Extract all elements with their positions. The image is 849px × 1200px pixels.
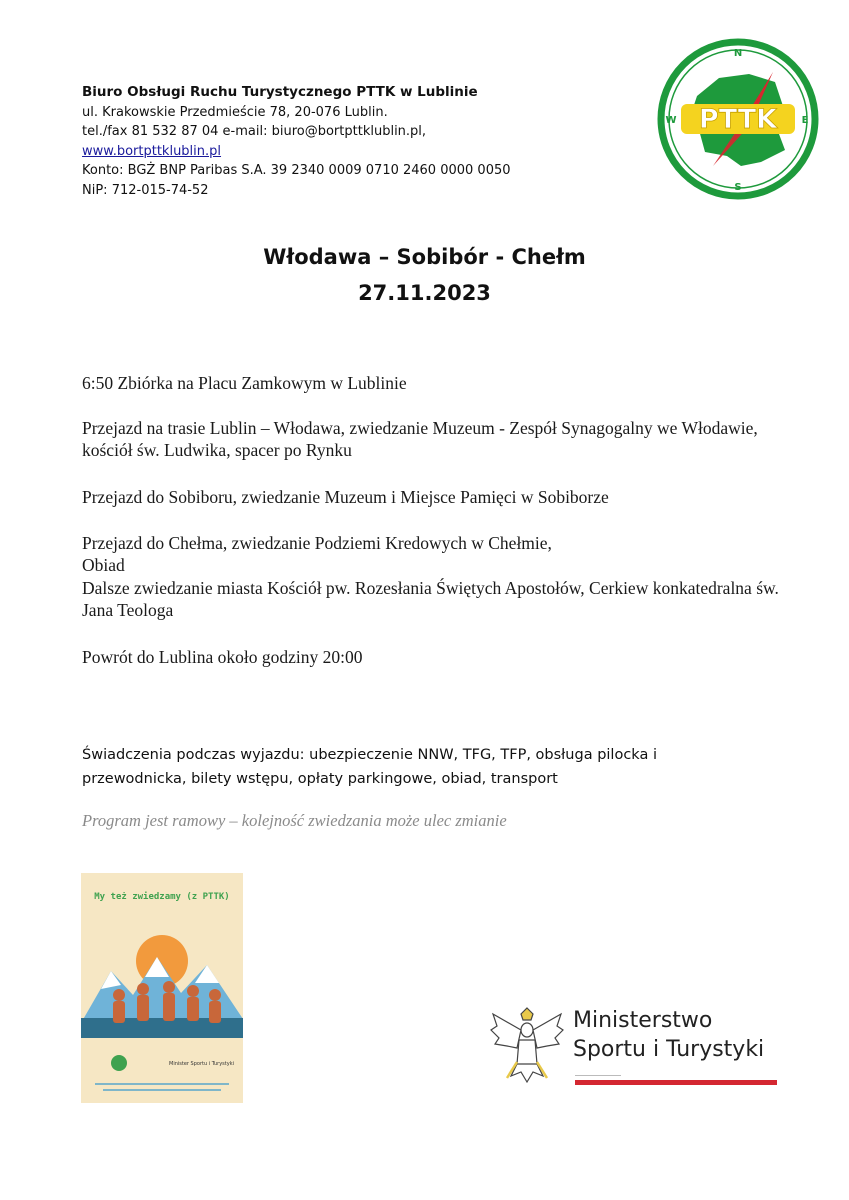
compass-n: N bbox=[733, 48, 743, 59]
program-item-sobibor: Przejazd do Sobiboru, zwiedzanie Muzeum i Miejsce Pamięci w Sobiborze bbox=[82, 487, 609, 507]
bank-account: Konto: BGŻ BNP Paribas S.A. 39 2340 0009 0710 2460 0000 0050 bbox=[82, 163, 511, 178]
pttk-logo bbox=[657, 38, 819, 200]
website-link[interactable]: www.bortpttklublin.pl bbox=[82, 143, 222, 159]
eagle-emblem-icon bbox=[487, 1000, 567, 1090]
program-item-wlodawa: Przejazd na trasie Lublin – Włodawa, zwiedzanie Muzeum - Zespół Synagogalny we Włodawie, kościół św. Ludwika, spacer po Rynku bbox=[82, 418, 758, 460]
poster-title: My też zwiedzamy (z PTTK) bbox=[94, 892, 230, 902]
trip-date: 27.11.2023 bbox=[358, 281, 491, 305]
office-header bbox=[82, 83, 642, 200]
ministry-name-line2: Sportu i Turystyki bbox=[573, 1037, 765, 1062]
program-note: Program jest ramowy – kolejność zwiedzania może ulec zmianie bbox=[82, 811, 507, 830]
compass-w: W bbox=[665, 115, 677, 126]
campaign-poster bbox=[81, 873, 243, 1103]
program-item-gathering: 6:50 Zbiórka na Placu Zamkowym w Lublinie bbox=[82, 373, 407, 393]
office-name: Biuro Obsługi Ruchu Turystycznego PTTK w Lublinie bbox=[82, 84, 478, 100]
office-contact: tel./fax 81 532 87 04 e-mail: biuro@bortpttklublin.pl, bbox=[82, 124, 427, 139]
trip-title: Włodawa – Sobibór - Chełm bbox=[263, 245, 586, 269]
office-address: ul. Krakowskie Przedmieście 78, 20-076 Lublin. bbox=[82, 104, 388, 120]
included-services: Świadczenia podczas wyjazdu: ubezpieczenie NNW, TFG, TFP, obsługa pilocka i przewodnicka, bilety wstępu, opłaty parkingowe, obiad, transport bbox=[82, 747, 657, 787]
ministry-accent-bar bbox=[575, 1080, 777, 1085]
program-item-return: Powrót do Lublina około godziny 20:00 bbox=[82, 647, 363, 667]
nip-number: NiP: 712-015-74-52 bbox=[82, 182, 209, 198]
ministry-name-line1: Ministerstwo bbox=[573, 1008, 713, 1033]
poster-ministry: Minister Sportu i Turystyki bbox=[169, 1061, 234, 1067]
program-item-chelm: Przejazd do Chełma, zwiedzanie Podziemi Kredowych w Chełmie, bbox=[82, 533, 552, 553]
ministry-logo bbox=[487, 1000, 787, 1090]
compass-e: E bbox=[801, 115, 809, 126]
program-item-city-tour: Dalsze zwiedzanie miasta Kościół pw. Rozesłania Świętych Apostołów, Cerkiew konkatedralna św. Jana Teologa bbox=[82, 578, 779, 620]
compass-s: S bbox=[734, 182, 742, 193]
program-item-lunch: Obiad bbox=[82, 555, 125, 575]
pttk-logo-text: PTTK bbox=[698, 104, 778, 135]
ministry-thin-line bbox=[575, 1075, 621, 1076]
